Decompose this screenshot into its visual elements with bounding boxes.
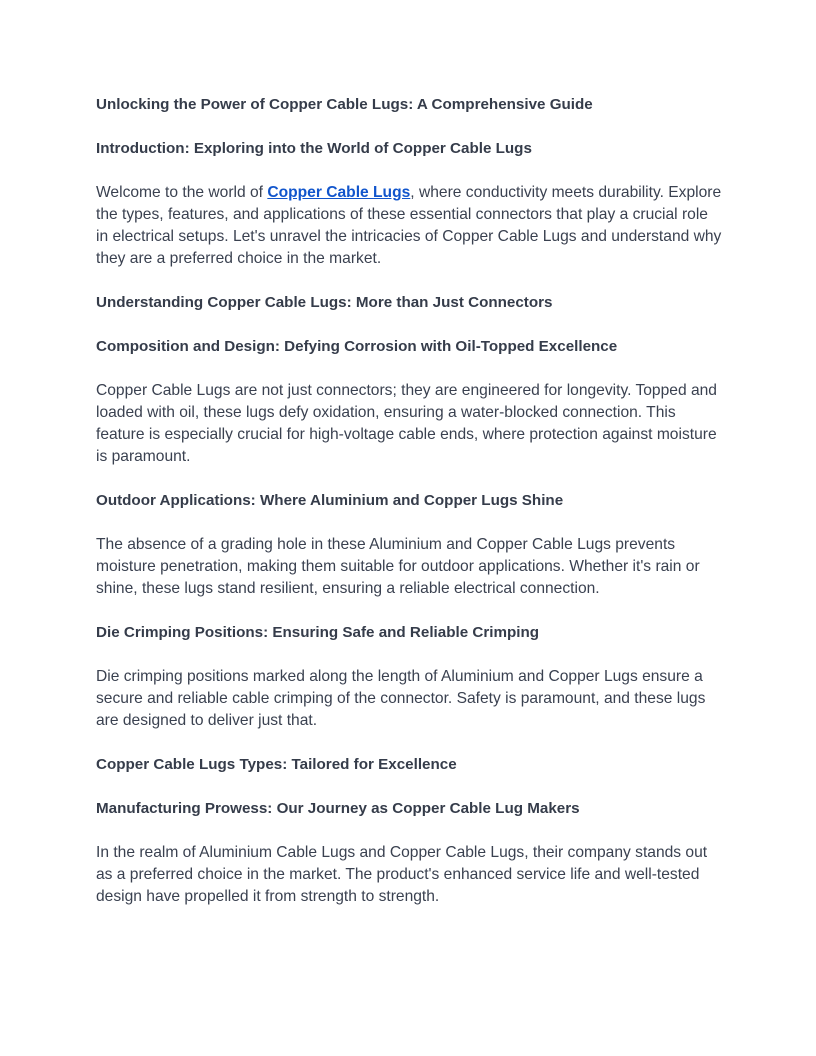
section-heading-die-crimping: Die Crimping Positions: Ensuring Safe and Reliable Crimping <box>96 624 540 641</box>
section-paragraph-manufacturing: In the realm of Aluminium Cable Lugs and Copper Cable Lugs, their company stands out as a preferred choice in the market. The product's enhanced service life and well-tested design have propelled it from strength to strength. <box>96 844 708 905</box>
document-title: Unlocking the Power of Copper Cable Lugs: A Comprehensive Guide <box>96 96 593 113</box>
section-heading-types: Copper Cable Lugs Types: Tailored for Excellence <box>96 756 457 773</box>
intro-heading: Introduction: Exploring into the World of Copper Cable Lugs <box>96 140 532 157</box>
section-heading-understanding: Understanding Copper Cable Lugs: More than Just Connectors <box>96 294 553 311</box>
section-heading-outdoor: Outdoor Applications: Where Aluminium and Copper Lugs Shine <box>96 492 564 509</box>
document-page <box>96 94 724 930</box>
section-heading-manufacturing: Manufacturing Prowess: Our Journey as Copper Cable Lug Makers <box>96 800 580 817</box>
intro-text-before-link: Welcome to the world of <box>96 184 268 201</box>
section-paragraph-composition: Copper Cable Lugs are not just connectors; they are engineered for longevity. Topped and loaded with oil, these lugs defy oxidation, ensuring a water-blocked connection. This feature is especially crucial for high-voltage cable ends, where protection against moisture is paramount. <box>96 382 717 465</box>
section-paragraph-die-crimping: Die crimping positions marked along the length of Aluminium and Copper Lugs ensure a secure and reliable cable crimping of the connector. Safety is paramount, and these lugs are designed to deliver just that. <box>96 668 706 729</box>
section-paragraph-outdoor: The absence of a grading hole in these Aluminium and Copper Cable Lugs prevents moisture penetration, making them suitable for outdoor applications. Whether it's rain or shine, these lugs stand resilient, ensuring a reliable electrical connection. <box>96 536 700 597</box>
copper-cable-lugs-link[interactable]: Copper Cable Lugs <box>267 184 411 201</box>
intro-text-after-link: , where conductivity meets durability. Explore the types, features, and applications of these essential connectors that play a crucial role in electrical setups. Let's unravel the intricacies of Copper Cable Lugs and understand why they are a preferred choice in the market. <box>96 184 722 267</box>
section-heading-composition: Composition and Design: Defying Corrosion with Oil-Topped Excellence <box>96 338 618 355</box>
intro-paragraph <box>96 182 724 270</box>
